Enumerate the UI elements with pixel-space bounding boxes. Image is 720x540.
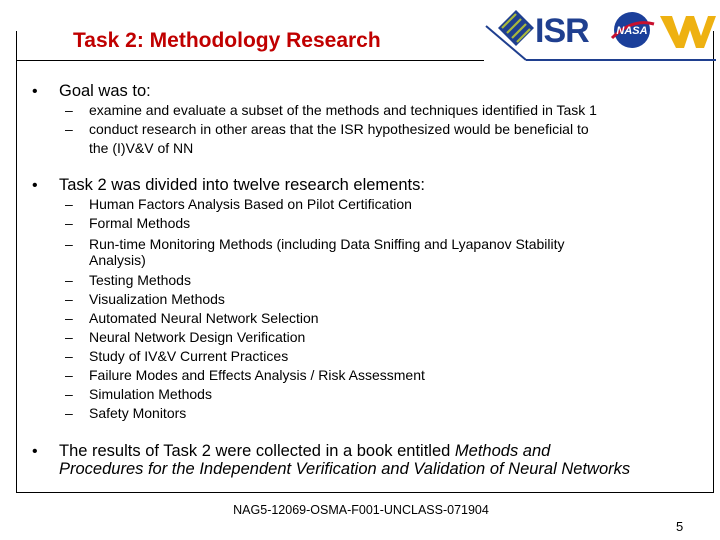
results-text-plain: The results of Task 2 were collected in a book entitled <box>59 442 455 460</box>
dash-marker: – <box>65 386 73 402</box>
list-item-text: Safety Monitors <box>89 405 187 421</box>
bullet-marker: • <box>32 443 38 460</box>
bullet-elements-text: Task 2 was divided into twelve research elements: <box>59 176 425 194</box>
bullet-results-text <box>59 442 630 478</box>
list-item-text: Neural Network Design Verification <box>89 329 306 345</box>
list-item <box>59 290 565 309</box>
footer-contract-id: NAG5-12069-OSMA-F001-UNCLASS-071904 <box>233 503 489 517</box>
list-item <box>59 404 565 423</box>
bullet-marker: • <box>32 177 38 194</box>
list-item-text-continued: Analysis) <box>89 252 146 268</box>
logo-banner <box>482 4 716 62</box>
list-item <box>59 309 565 328</box>
list-item-text: Testing Methods <box>89 272 191 288</box>
bullet-goal-text: Goal was to: <box>59 82 151 100</box>
nasa-logo-text: NASA <box>616 25 648 37</box>
list-item-text: Human Factors Analysis Based on Pilot Certification <box>89 196 412 212</box>
list-item <box>59 236 565 268</box>
list-item-text-continued: the (I)V&V of NN <box>89 140 194 156</box>
frame-bottom-border <box>16 492 714 493</box>
book-title-part1: Methods and <box>454 442 551 460</box>
dash-marker: – <box>65 310 73 326</box>
list-item <box>59 101 597 120</box>
dash-marker: – <box>65 405 73 421</box>
slide-title: Task 2: Methodology Research <box>73 29 381 52</box>
logo-graphics <box>482 4 716 62</box>
list-item-text: Visualization Methods <box>89 291 225 307</box>
frame-left-border <box>16 31 17 493</box>
list-item <box>59 195 565 214</box>
isr-logo-text: ISR <box>535 12 589 50</box>
dash-marker: – <box>65 367 73 383</box>
list-item-text: conduct research in other areas that the ISR hypothesized would be beneficial to <box>89 121 589 137</box>
title-underline-rule <box>16 60 484 61</box>
dash-marker: – <box>65 121 73 137</box>
list-item <box>59 120 597 158</box>
list-item-text: Study of IV&V Current Practices <box>89 348 289 364</box>
list-item-text: Formal Methods <box>89 215 191 231</box>
book-title-part2: Procedures for the Independent Verification and Validation of Neural Networks <box>59 460 631 478</box>
dash-marker: – <box>65 236 73 252</box>
list-item-text: Failure Modes and Effects Analysis / Risk Assessment <box>89 367 425 383</box>
list-item-text: Run-time Monitoring Methods (including Data Sniffing and Lyapanov Stability <box>89 236 565 252</box>
frame-right-border <box>713 31 714 493</box>
nasa-logo-icon <box>612 12 654 48</box>
dash-marker: – <box>65 215 73 231</box>
wv-logo-icon <box>660 16 716 59</box>
list-item <box>59 214 565 233</box>
list-item <box>59 385 565 404</box>
dash-marker: – <box>65 196 73 212</box>
bullet-marker: • <box>32 83 38 100</box>
dash-marker: – <box>65 329 73 345</box>
list-item-text: examine and evaluate a subset of the methods and techniques identified in Task 1 <box>89 102 597 118</box>
list-item-text: Automated Neural Network Selection <box>89 310 319 326</box>
dash-marker: – <box>65 102 73 118</box>
list-item-text: Simulation Methods <box>89 386 212 402</box>
list-item <box>59 347 565 366</box>
dash-marker: – <box>65 348 73 364</box>
dash-marker: – <box>65 291 73 307</box>
dash-marker: – <box>65 272 73 288</box>
page-number: 5 <box>676 519 684 534</box>
goal-sublist <box>59 101 597 158</box>
list-item <box>59 271 565 290</box>
research-elements-list <box>59 195 565 423</box>
list-item <box>59 366 565 385</box>
list-item <box>59 328 565 347</box>
